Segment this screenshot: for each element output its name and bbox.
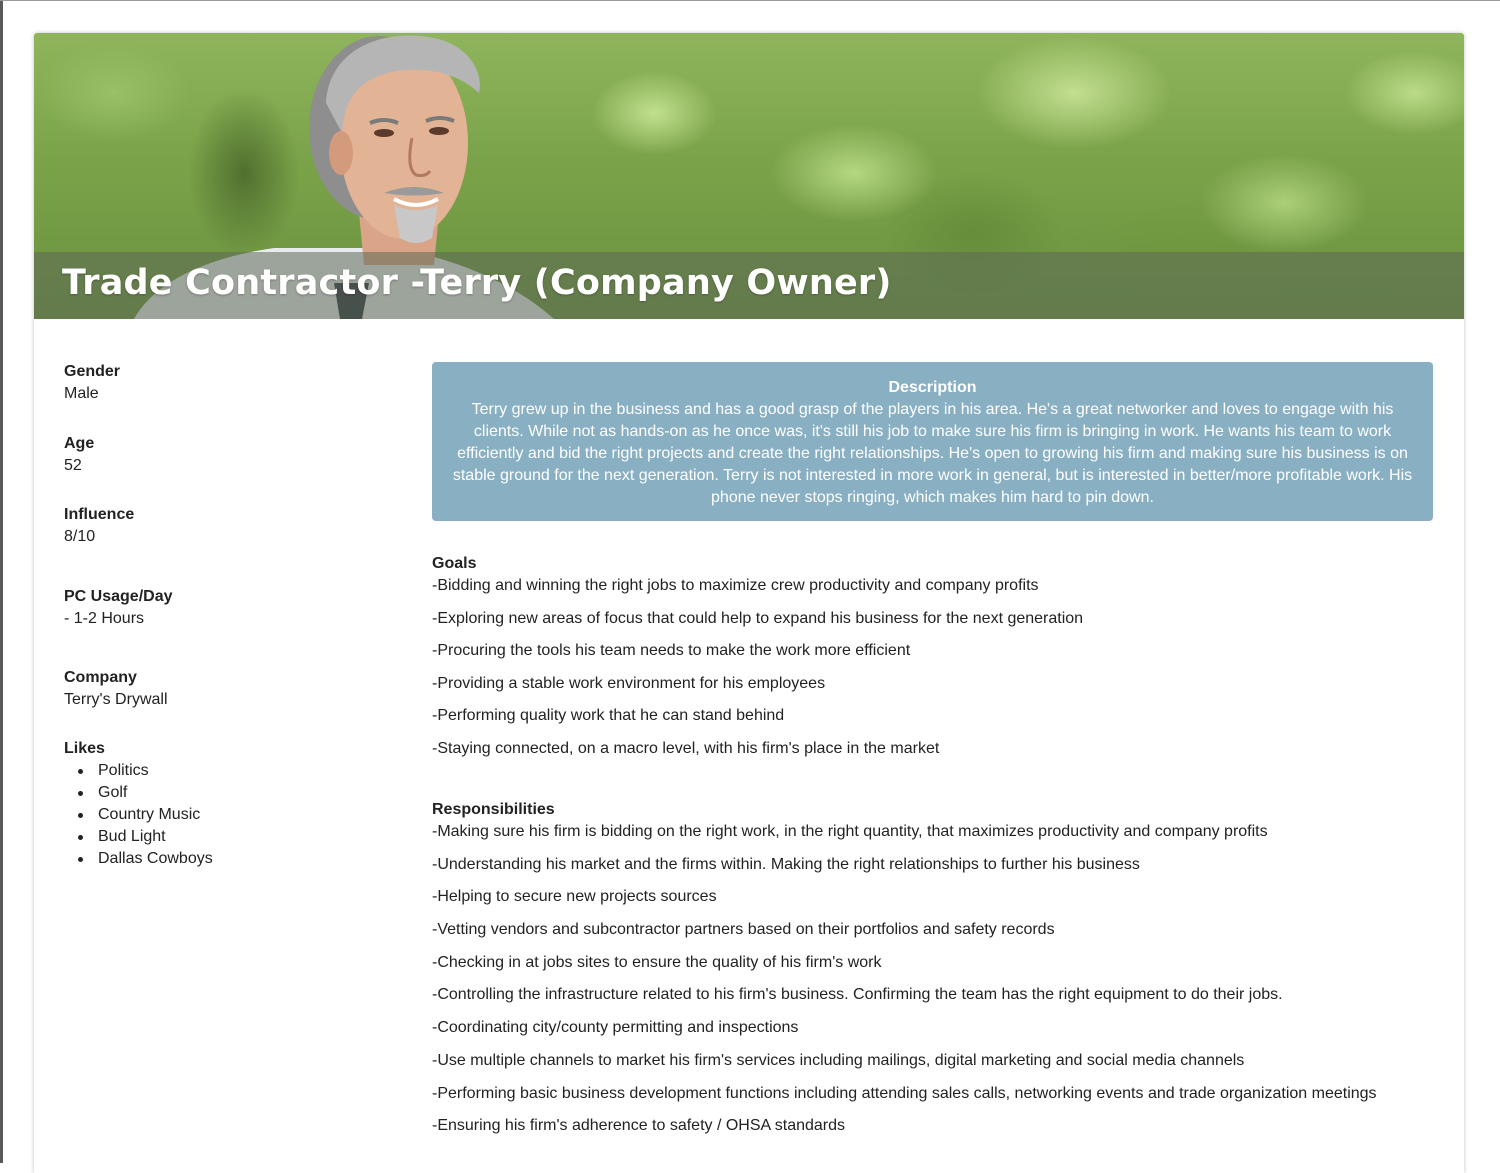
responsibility-item: -Coordinating city/county permitting and inspections — [432, 1019, 799, 1037]
like-label: Politics — [98, 762, 149, 779]
pc-usage-attribute — [64, 586, 173, 630]
likes-attribute — [64, 738, 213, 870]
goal-item: -Procuring the tools his team needs to make the work more efficient — [432, 642, 911, 659]
list-item — [98, 804, 213, 826]
list-item — [98, 760, 213, 782]
likes-label: Likes — [64, 740, 105, 757]
persona-banner — [34, 33, 1464, 319]
bullet-icon — [78, 769, 83, 774]
goal-item: -Performing quality work that he can stand behind — [432, 707, 785, 724]
like-label: Golf — [98, 784, 128, 801]
responsibility-item: -Controlling the infrastructure related to his firm's business. Confirming the team has the right equipment to do their jobs. — [432, 986, 1283, 1004]
goals-section — [432, 553, 1083, 770]
goals-heading: Goals — [432, 555, 477, 572]
description-title: Description — [888, 379, 977, 396]
responsibilities-heading: Responsibilities — [432, 801, 555, 818]
list-item — [98, 826, 213, 848]
bullet-icon — [78, 813, 83, 818]
responsibility-item: -Use multiple channels to market his firm's services including mailings, digital marketing and social media channels — [432, 1051, 1245, 1069]
list-item — [98, 782, 213, 804]
company-value: Terry's Drywall — [64, 691, 168, 708]
gender-label: Gender — [64, 363, 121, 380]
list-item — [98, 848, 213, 870]
description-text: Terry grew up in the business and has a good grasp of the players in his area. He's a great networker and loves to engage with his clients. While not as hands-on as he once was, it's still his job to make sure his firm is bringing in work. He wants his team to work efficiently and bid the right projects and create the right relationships. He's open to growing his firm and making sure his business is on stable ground for the next generation. Terry is not interested in more work in general, but is interested in better/more profitable work. His phone never stops ringing, which makes him hard to pin down. — [452, 401, 1413, 506]
pc-usage-value: - 1-2 Hours — [64, 610, 145, 627]
responsibility-item: -Making sure his firm is bidding on the right work, in the right quantity, that maximizes productivity and company profits — [432, 823, 1268, 840]
window-edge — [0, 1, 3, 1163]
description-box — [432, 362, 1433, 521]
influence-label: Influence — [64, 506, 135, 523]
like-label: Bud Light — [98, 828, 166, 845]
bullet-icon — [78, 857, 83, 862]
influence-value: 8/10 — [64, 528, 96, 545]
gender-value: Male — [64, 385, 99, 402]
company-attribute — [64, 667, 168, 711]
responsibilities-section — [432, 799, 1377, 1148]
responsibility-item: -Helping to secure new projects sources — [432, 888, 717, 906]
like-label: Country Music — [98, 806, 201, 823]
responsibility-item: -Ensuring his firm's adherence to safety / OHSA standards — [432, 1117, 846, 1135]
goal-item: -Providing a stable work environment for his employees — [432, 674, 826, 692]
bullet-icon — [78, 835, 83, 840]
company-label: Company — [64, 669, 137, 686]
persona-title: Trade Contractor -Terry (Company Owner) — [62, 263, 892, 303]
goal-item: -Staying connected, on a macro level, with his firm's place in the market — [432, 739, 940, 757]
responsibility-item: -Vetting vendors and subcontractor partners based on their portfolios and safety records — [432, 921, 1055, 939]
like-label: Dallas Cowboys — [98, 850, 213, 867]
responsibility-item: -Checking in at jobs sites to ensure the quality of his firm's work — [432, 953, 882, 971]
persona-card — [34, 33, 1464, 1173]
bullet-icon — [78, 791, 83, 796]
age-label: Age — [64, 435, 95, 452]
responsibility-item: -Understanding his market and the firms within. Making the right relationships to further his business — [432, 855, 1140, 873]
age-attribute — [64, 433, 94, 477]
likes-list — [64, 760, 213, 870]
influence-attribute — [64, 504, 134, 548]
goal-item: -Exploring new areas of focus that could help to expand his business for the next generation — [432, 609, 1084, 627]
age-value: 52 — [64, 457, 82, 474]
responsibility-item: -Performing basic business development functions including attending sales calls, networking events and trade organization meetings — [432, 1084, 1377, 1102]
pc-usage-label: PC Usage/Day — [64, 588, 173, 605]
goal-item: -Bidding and winning the right jobs to maximize crew productivity and company profits — [432, 577, 1039, 594]
gender-attribute — [64, 361, 120, 405]
